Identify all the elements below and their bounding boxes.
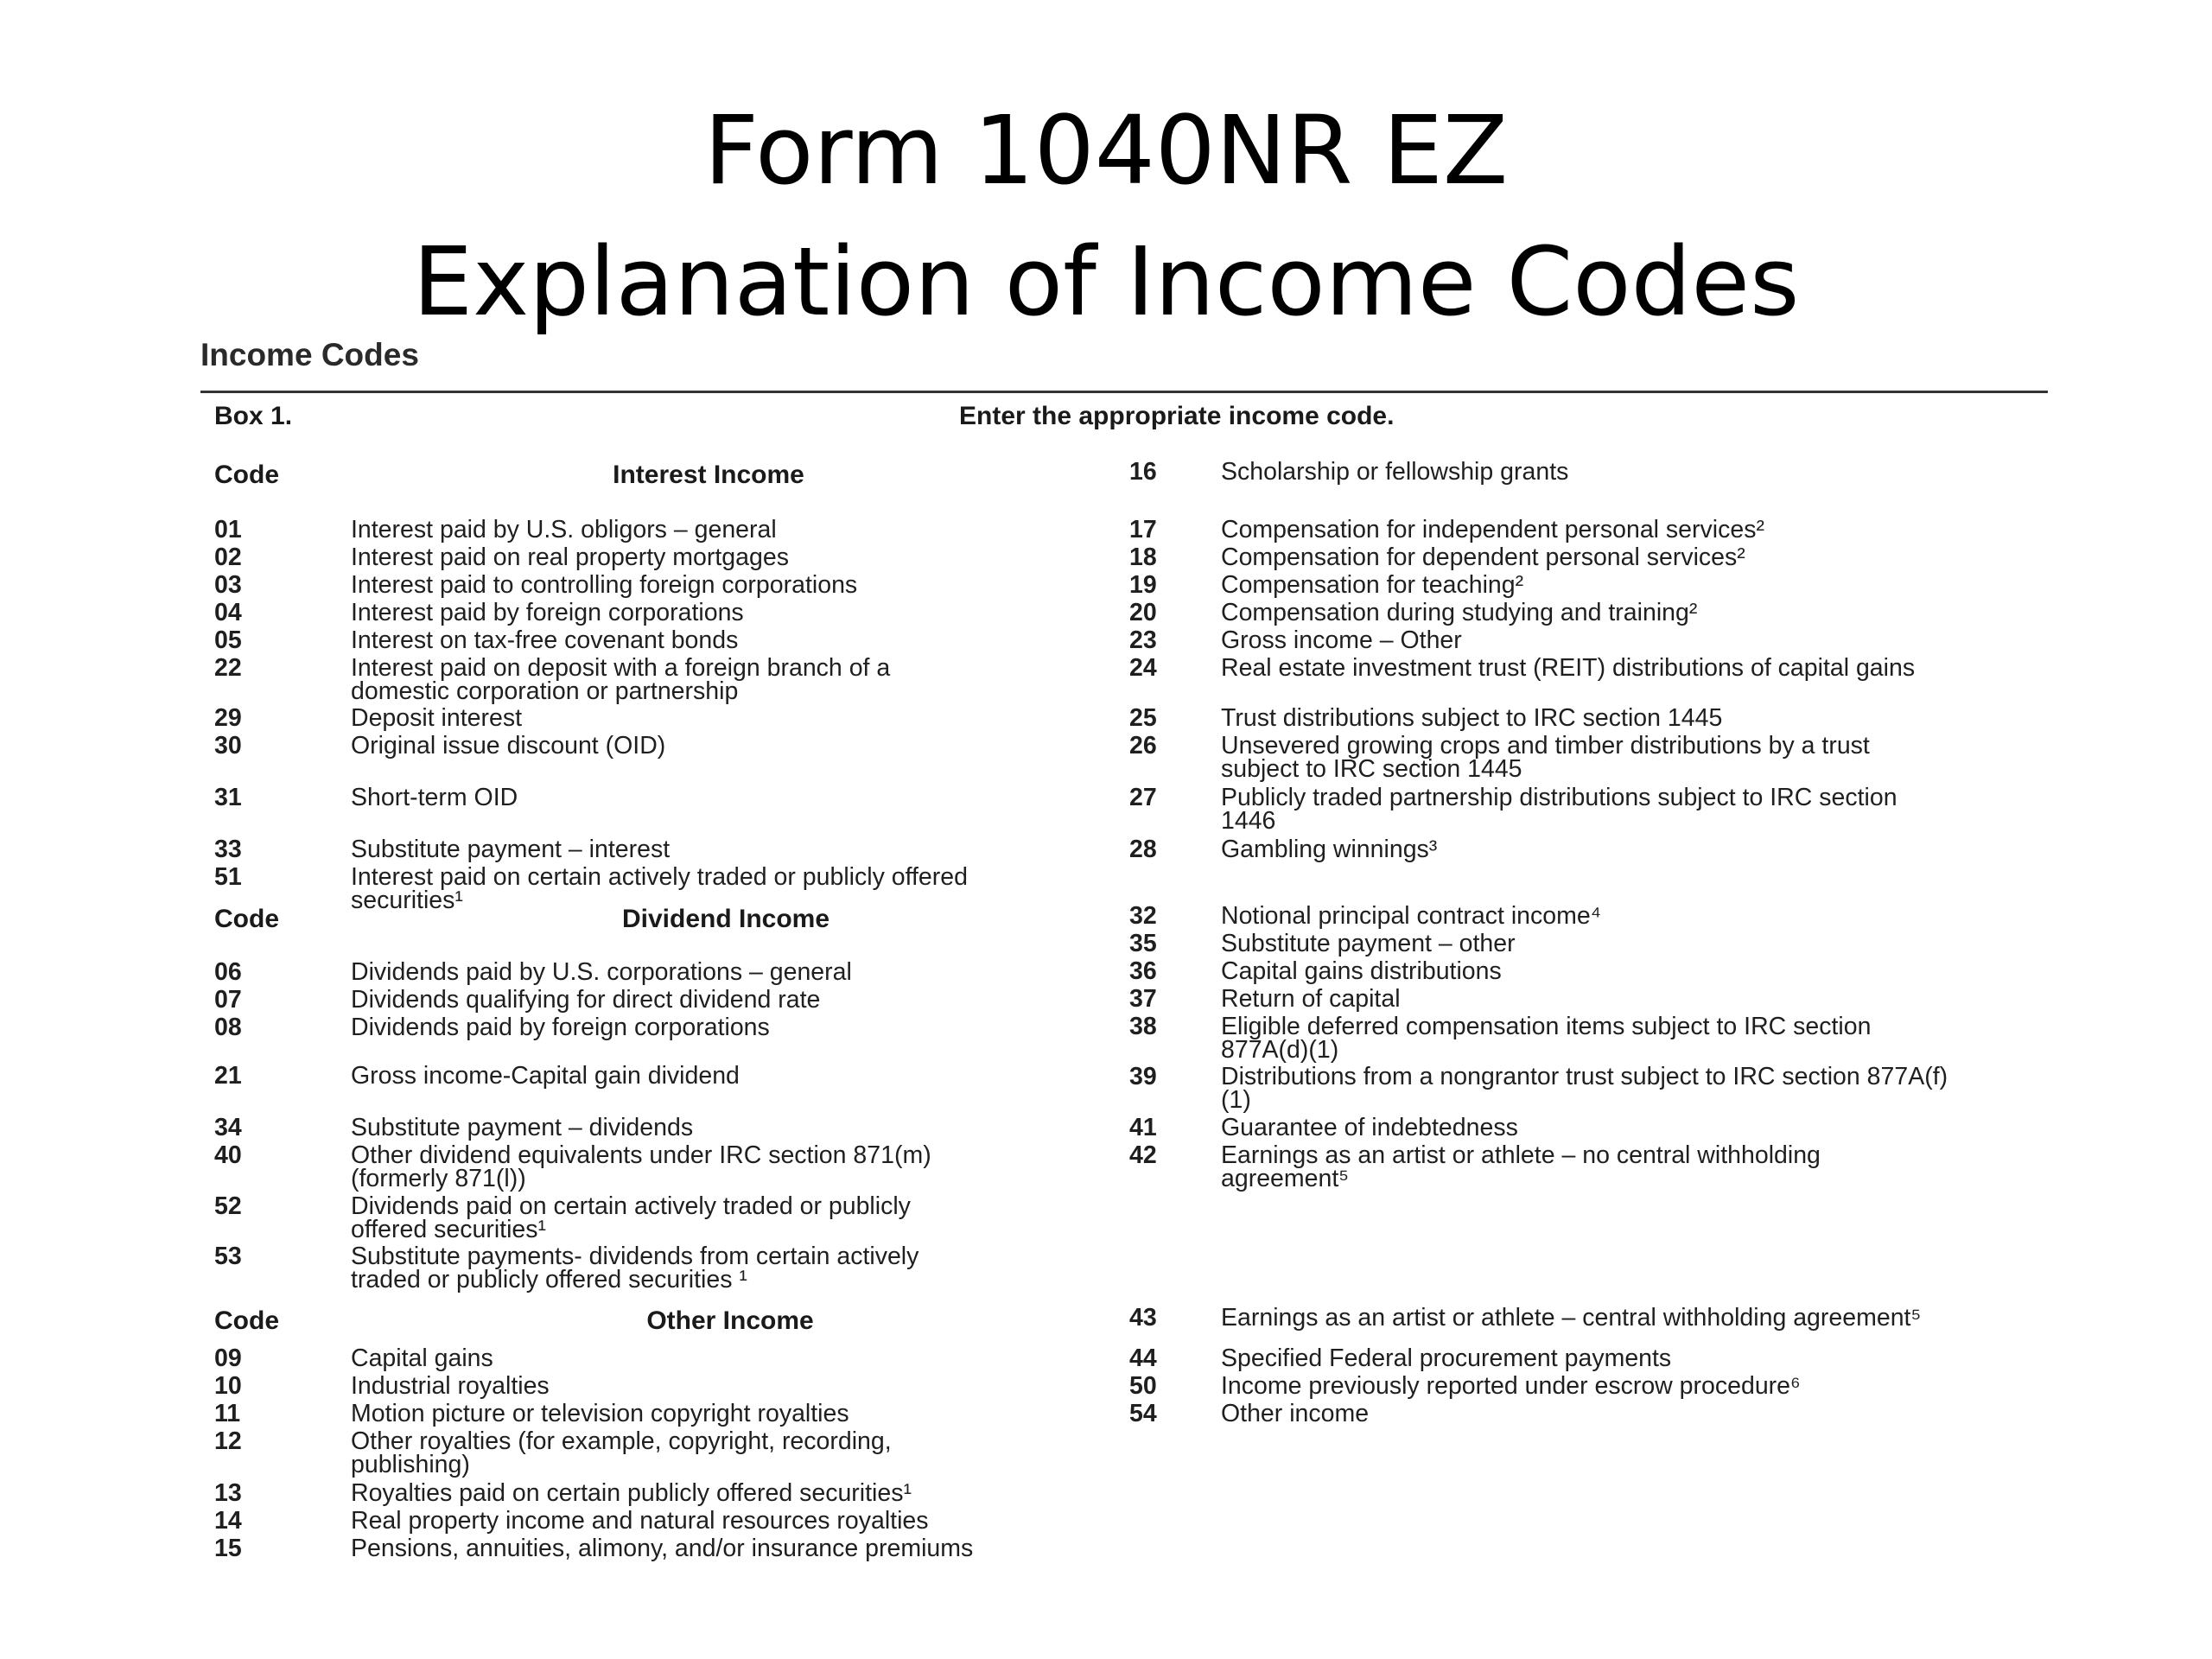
income-code-number: 23 (1129, 626, 1157, 654)
income-code-description: Substitute payment – dividends (351, 1114, 694, 1141)
income-code-number: 07 (214, 986, 242, 1014)
income-code-number: 52 (214, 1192, 242, 1220)
income-code-number: 02 (214, 543, 242, 571)
slide-title-line-2: Explanation of Income Codes (412, 226, 1800, 337)
income-code-description: Distributions from a nongrantor trust subject to IRC section 877A(f) (1) (1221, 1063, 1948, 1114)
income-code-description: Interest paid by foreign corporations (351, 599, 744, 626)
income-code-number: 43 (1129, 1304, 1157, 1332)
income-code-description: Dividends paid on certain actively traded or publicly offered securities¹ (351, 1192, 911, 1243)
income-code-number: 05 (214, 626, 242, 654)
income-code-number: 29 (214, 704, 242, 732)
income-code-description: Compensation for teaching² (1221, 571, 1524, 599)
income-code-description: Compensation for dependent personal services² (1221, 543, 1745, 571)
income-code-number: 36 (1129, 957, 1157, 985)
income-code-number: 21 (214, 1062, 242, 1090)
income-code-description: Industrial royalties (351, 1372, 550, 1400)
income-code-description: Interest paid on real property mortgages (351, 543, 789, 571)
heading-divider (200, 391, 2048, 393)
income-code-description: Royalties paid on certain publicly offered securities¹ (351, 1479, 912, 1507)
income-code-description: Substitute payments- dividends from certain actively traded or publicly offered securities ¹ (351, 1243, 919, 1294)
income-code-number: 16 (1129, 458, 1157, 486)
income-code-description: Notional principal contract income⁴ (1221, 902, 1601, 930)
income-code-description: Scholarship or fellowship grants (1221, 458, 1569, 486)
income-code-description: Compensation for independent personal services² (1221, 516, 1764, 543)
income-code-description: Dividends paid by foreign corporations (351, 1014, 770, 1041)
income-code-number: 39 (1129, 1063, 1157, 1090)
income-code-number: 28 (1129, 836, 1157, 863)
section-dividend-income: Dividend Income (621, 905, 830, 933)
income-code-description: Publicly traded partnership distributions subject to IRC section 1446 (1221, 784, 1897, 835)
income-code-number: 15 (214, 1535, 242, 1562)
box-instruction: Enter the appropriate income code. (959, 402, 1395, 430)
income-code-description: Earnings as an artist or athlete – central withholding agreement⁵ (1221, 1304, 1922, 1332)
income-code-number: 25 (1129, 704, 1157, 732)
income-code-number: 22 (214, 654, 242, 682)
income-code-number: 37 (1129, 985, 1157, 1013)
income-code-number: 26 (1129, 732, 1157, 760)
box-label: Box 1. (214, 402, 293, 430)
income-code-description: Real property income and natural resources royalties (351, 1507, 929, 1535)
income-code-description: Motion picture or television copyright royalties (351, 1400, 849, 1427)
income-code-description: Deposit interest (351, 704, 523, 732)
income-code-description: Interest paid to controlling foreign corporations (351, 571, 858, 599)
income-code-description: Pensions, annuities, alimony, and/or insurance premiums (351, 1535, 974, 1562)
income-code-number: 13 (214, 1479, 242, 1507)
income-code-description: Earnings as an artist or athlete – no central withholding agreement⁵ (1221, 1141, 1821, 1192)
income-code-description: Interest paid by U.S. obligors – general (351, 516, 777, 543)
income-code-number: 54 (1129, 1400, 1157, 1427)
income-code-number: 42 (1129, 1141, 1157, 1169)
income-code-number: 17 (1129, 516, 1157, 543)
income-code-number: 44 (1129, 1344, 1157, 1372)
income-code-description: Eligible deferred compensation items subject to IRC section 877A(d)(1) (1221, 1013, 1872, 1064)
income-code-number: 33 (214, 836, 242, 863)
income-codes-heading: Income Codes (200, 337, 419, 372)
income-code-number: 20 (1129, 599, 1157, 626)
income-code-description: Gambling winnings³ (1221, 836, 1438, 863)
income-code-number: 06 (214, 958, 242, 986)
income-code-number: 01 (214, 516, 242, 543)
income-code-description: Gross income – Other (1221, 626, 1462, 654)
income-code-description: Specified Federal procurement payments (1221, 1344, 1672, 1372)
code-column-header: Code (214, 1306, 279, 1335)
income-code-description: Substitute payment – interest (351, 836, 671, 863)
section-interest-income: Interest Income (613, 461, 804, 489)
income-code-number: 38 (1129, 1013, 1157, 1040)
income-code-description: Trust distributions subject to IRC section 1445 (1221, 704, 1723, 732)
income-code-number: 41 (1129, 1114, 1157, 1141)
income-code-number: 32 (1129, 902, 1157, 930)
income-code-number: 50 (1129, 1372, 1157, 1400)
income-code-description: Original issue discount (OID) (351, 732, 666, 760)
income-code-description: Dividends qualifying for direct dividend rate (351, 986, 821, 1014)
income-code-number: 53 (214, 1243, 242, 1270)
income-code-number: 11 (214, 1400, 241, 1427)
income-code-number: 14 (214, 1507, 242, 1535)
income-code-description: Other royalties (for example, copyright, recording, publishing) (351, 1427, 892, 1478)
income-code-description: Interest on tax-free covenant bonds (351, 626, 739, 654)
income-code-number: 35 (1129, 930, 1157, 957)
income-code-number: 27 (1129, 784, 1157, 811)
income-code-number: 19 (1129, 571, 1157, 599)
income-code-number: 12 (214, 1427, 242, 1455)
income-code-description: Capital gains (351, 1344, 493, 1372)
income-code-number: 51 (214, 863, 242, 891)
income-code-number: 30 (214, 732, 242, 760)
income-code-description: Interest paid on certain actively traded or publicly offered securities¹ (351, 863, 968, 914)
income-code-number: 08 (214, 1014, 242, 1041)
income-code-description: Return of capital (1221, 985, 1401, 1013)
income-code-description: Guarantee of indebtedness (1221, 1114, 1518, 1141)
income-code-description: Unsevered growing crops and timber distributions by a trust subject to IRC section 1445 (1221, 732, 1870, 783)
income-code-number: 40 (214, 1141, 242, 1169)
code-column-header: Code (214, 461, 279, 489)
income-code-description: Income previously reported under escrow procedure⁶ (1221, 1372, 1801, 1400)
income-code-description: Real estate investment trust (REIT) distributions of capital gains (1221, 654, 1916, 682)
income-code-number: 24 (1129, 654, 1157, 682)
income-code-number: 04 (214, 599, 242, 626)
income-code-description: Compensation during studying and training² (1221, 599, 1698, 626)
code-column-header: Code (214, 905, 279, 933)
section-other-income: Other Income (646, 1306, 814, 1335)
income-code-number: 34 (214, 1114, 242, 1141)
income-code-description: Gross income-Capital gain dividend (351, 1062, 740, 1090)
income-code-number: 10 (214, 1372, 242, 1400)
slide-title-line-1: Form 1040NR EZ (703, 95, 1509, 206)
income-code-description: Substitute payment – other (1221, 930, 1516, 957)
income-code-description: Other income (1221, 1400, 1370, 1427)
income-code-number: 09 (214, 1344, 242, 1372)
income-code-number: 31 (214, 784, 242, 811)
income-code-description: Interest paid on deposit with a foreign branch of a domestic corporation or partnership (351, 654, 891, 705)
income-code-description: Other dividend equivalents under IRC section 871(m) (formerly 871(l)) (351, 1141, 931, 1192)
income-code-number: 03 (214, 571, 242, 599)
income-code-number: 18 (1129, 543, 1157, 571)
income-code-description: Dividends paid by U.S. corporations – general (351, 958, 852, 986)
income-code-description: Capital gains distributions (1221, 957, 1502, 985)
income-code-description: Short-term OID (351, 784, 518, 811)
